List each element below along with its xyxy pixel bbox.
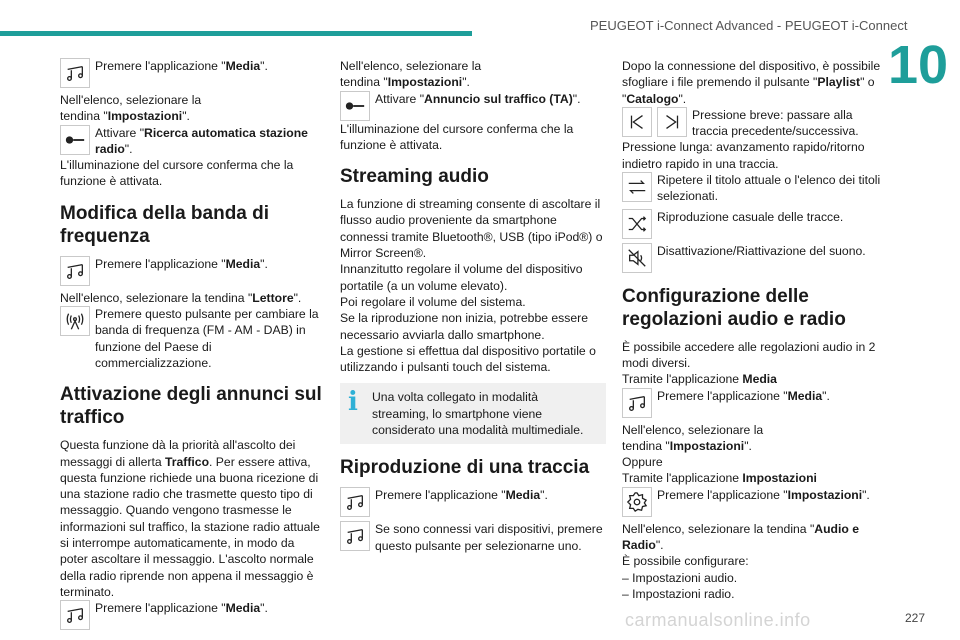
traffic-description: Questa funzione dà la priorità all'ascolto dei messaggi di allerta Traffico. Per essere attiva, questa funzione richiede una buona ricezione di una stazione radio che trasmette questo tipo di messaggio. Quando vengono trasmesse le informazioni sul traffico, la stazione radio attuale si interrompe automaticamente, in modo da poter ascoltare il messaggio. L'ascolto normale della radio riprende non appena il messaggio è terminato. bbox=[60, 438, 320, 599]
music-note-icon bbox=[622, 388, 652, 418]
media-app-step: Premere l'applicazione "Media". bbox=[340, 487, 606, 517]
info-note: i Una volta collegato in modalità streaming, lo smartphone viene considerato una modalità multimediale. bbox=[340, 383, 606, 444]
repeat-icon bbox=[622, 172, 652, 202]
shuffle-step: Riproduzione casuale delle tracce. bbox=[622, 209, 888, 239]
info-icon: i bbox=[348, 387, 358, 418]
toggle-slider-icon bbox=[60, 125, 90, 155]
toggle-slider-icon bbox=[340, 91, 370, 121]
chapter-number: 10 bbox=[888, 35, 949, 95]
music-note-icon bbox=[340, 521, 370, 551]
column-1: Premere l'applicazione "Media". Nell'elenco, selezionare la tendina "Impostazioni". Attivare "Ricerca automatica stazione radio". L'illuminazione del cursore conferma che la funzione è attivata. Modifica della banda di frequenza Premere l'applicazione "Media". Nell'elenco, selezionare la tendina "Lettore". Premere questo pulsante per cambiare la banda di frequenza (FM - AM - DAB) in funzione del Paese di commercializzazione. Attivazione degli annunci sul traffico Questa funzione dà la priorità all'ascolto dei messaggi di allerta Traffico. Per essere attiva, questa funzione richiede una buona ricezione di una stazione radio che trasmette questo tipo di messaggio. Quando vengono trasmesse le informazioni sul traffico, la stazione radio attuale si interrompe automaticamente, in modo da poter ascoltare il messaggio. L'ascolto normale della radio riprende non appena il messaggio è terminato. Premere l'applicazione "Media". bbox=[60, 58, 322, 630]
watermark: carmanualsonline.info bbox=[625, 610, 811, 630]
media-app-step: Premere l'applicazione "Media". bbox=[60, 600, 322, 630]
section-heading-traffic: Attivazione degli annunci sul traffico bbox=[60, 384, 322, 429]
mute-step: Disattivazione/Riattivazione del suono. bbox=[622, 243, 888, 273]
previous-track-icon bbox=[622, 107, 652, 137]
column-3: Dopo la connessione del dispositivo, è possibile sfogliare i file premendo il pulsante "Playlist" o "Catalogo". Pressione breve: passare alla traccia precedente/successiva. Pressione lunga: avanzamento rapido/ritorno indietro rapido in una traccia. Ripetere il titolo attuale o l'elenco dei titoli selezionati. Riproduzione casuale delle tracce. Disattivazione/Riattivazione del suono. Configurazione delle regolazioni audio e radio È possibile accedere alle regolazioni audio in 2 modi diversi. Tramite l'applicazione Media Premere l'applicazione "Media". Nell'elenco, selezionare la tendina "Impostazioni". Oppure Tramite l'applicazione Impostazioni Premere l'applicazione "Impostazioni". Nell'elenco, selezionare la tendina "Audio e Radio". È possibile configurare: – Impostazioni audio. – Impostazioni radio. bbox=[622, 58, 888, 602]
music-note-icon bbox=[60, 256, 90, 286]
music-note-icon bbox=[60, 600, 90, 630]
page-number: 227 bbox=[905, 611, 926, 625]
column-2: Nell'elenco, selezionare la tendina "Impostazioni". Attivare "Annuncio sul traffico (TA)". L'illuminazione del cursore conferma che la funzione è attivata. Streaming audio La funzione di streaming consente di ascoltare il flusso audio proveniente da smartphone connessi tramite Bluetooth®, USB (tipo iPod®) o Mirror Screen®. Innanzitutto regolare il volume del dispositivo portatile (a un volume elevato). Poi regolare il volume del sistema. Se la riproduzione non inizia, potrebbe essere necessario avviarla dallo smartphone. La gestione si effettua dal dispositivo portatile o utilizzando i pulsanti touch del sistema. i Una volta collegato in modalità streaming, lo smartphone viene considerato una modalità multimediale. Riproduzione di una traccia Premere l'applicazione "Media". Se sono connessi vari dispositivi, premere questo pulsante per selezionarne uno. bbox=[340, 58, 606, 554]
confirm-text: L'illuminazione del cursore conferma che la funzione è attivata. bbox=[60, 158, 294, 189]
traffic-announce-step: Attivare "Annuncio sul traffico (TA)". bbox=[340, 91, 606, 121]
band-change-step: Premere questo pulsante per cambiare la banda di frequenza (FM - AM - DAB) in funzione del Paese di commercializzazione. bbox=[60, 306, 322, 371]
section-heading-playback: Riproduzione di una traccia bbox=[340, 457, 590, 479]
repeat-step: Ripetere il titolo attuale o l'elenco dei titoli selezionati. bbox=[622, 172, 888, 205]
media-app-step: Premere l'applicazione "Media". bbox=[622, 388, 888, 418]
gear-icon bbox=[622, 487, 652, 517]
header-accent-bar bbox=[0, 31, 472, 36]
radio-antenna-icon bbox=[60, 306, 90, 336]
skip-track-step: Pressione breve: passare alla traccia precedente/successiva. bbox=[622, 107, 888, 140]
music-note-icon bbox=[340, 487, 370, 517]
select-list-text: Nell'elenco, selezionare la bbox=[60, 93, 202, 107]
music-note-icon bbox=[60, 58, 90, 88]
shuffle-icon bbox=[622, 209, 652, 239]
mute-icon bbox=[622, 243, 652, 273]
section-heading-config: Configurazione delle regolazioni audio e radio bbox=[622, 285, 846, 330]
auto-search-step: Attivare "Ricerca automatica stazione radio". bbox=[60, 125, 322, 158]
settings-app-step: Premere l'applicazione "Impostazioni". bbox=[622, 487, 888, 517]
section-heading-streaming: Streaming audio bbox=[340, 166, 489, 188]
media-app-step: Premere l'applicazione "Media". bbox=[60, 256, 322, 286]
page-header: PEUGEOT i-Connect Advanced - PEUGEOT i-Connect bbox=[590, 18, 908, 33]
section-heading-band: Modifica della banda di frequenza bbox=[60, 202, 270, 247]
next-track-icon bbox=[657, 107, 687, 137]
media-app-step: Premere l'applicazione "Media". bbox=[60, 58, 322, 88]
select-device-step: Se sono connessi vari dispositivi, premere questo pulsante per selezionarne uno. bbox=[340, 521, 606, 554]
